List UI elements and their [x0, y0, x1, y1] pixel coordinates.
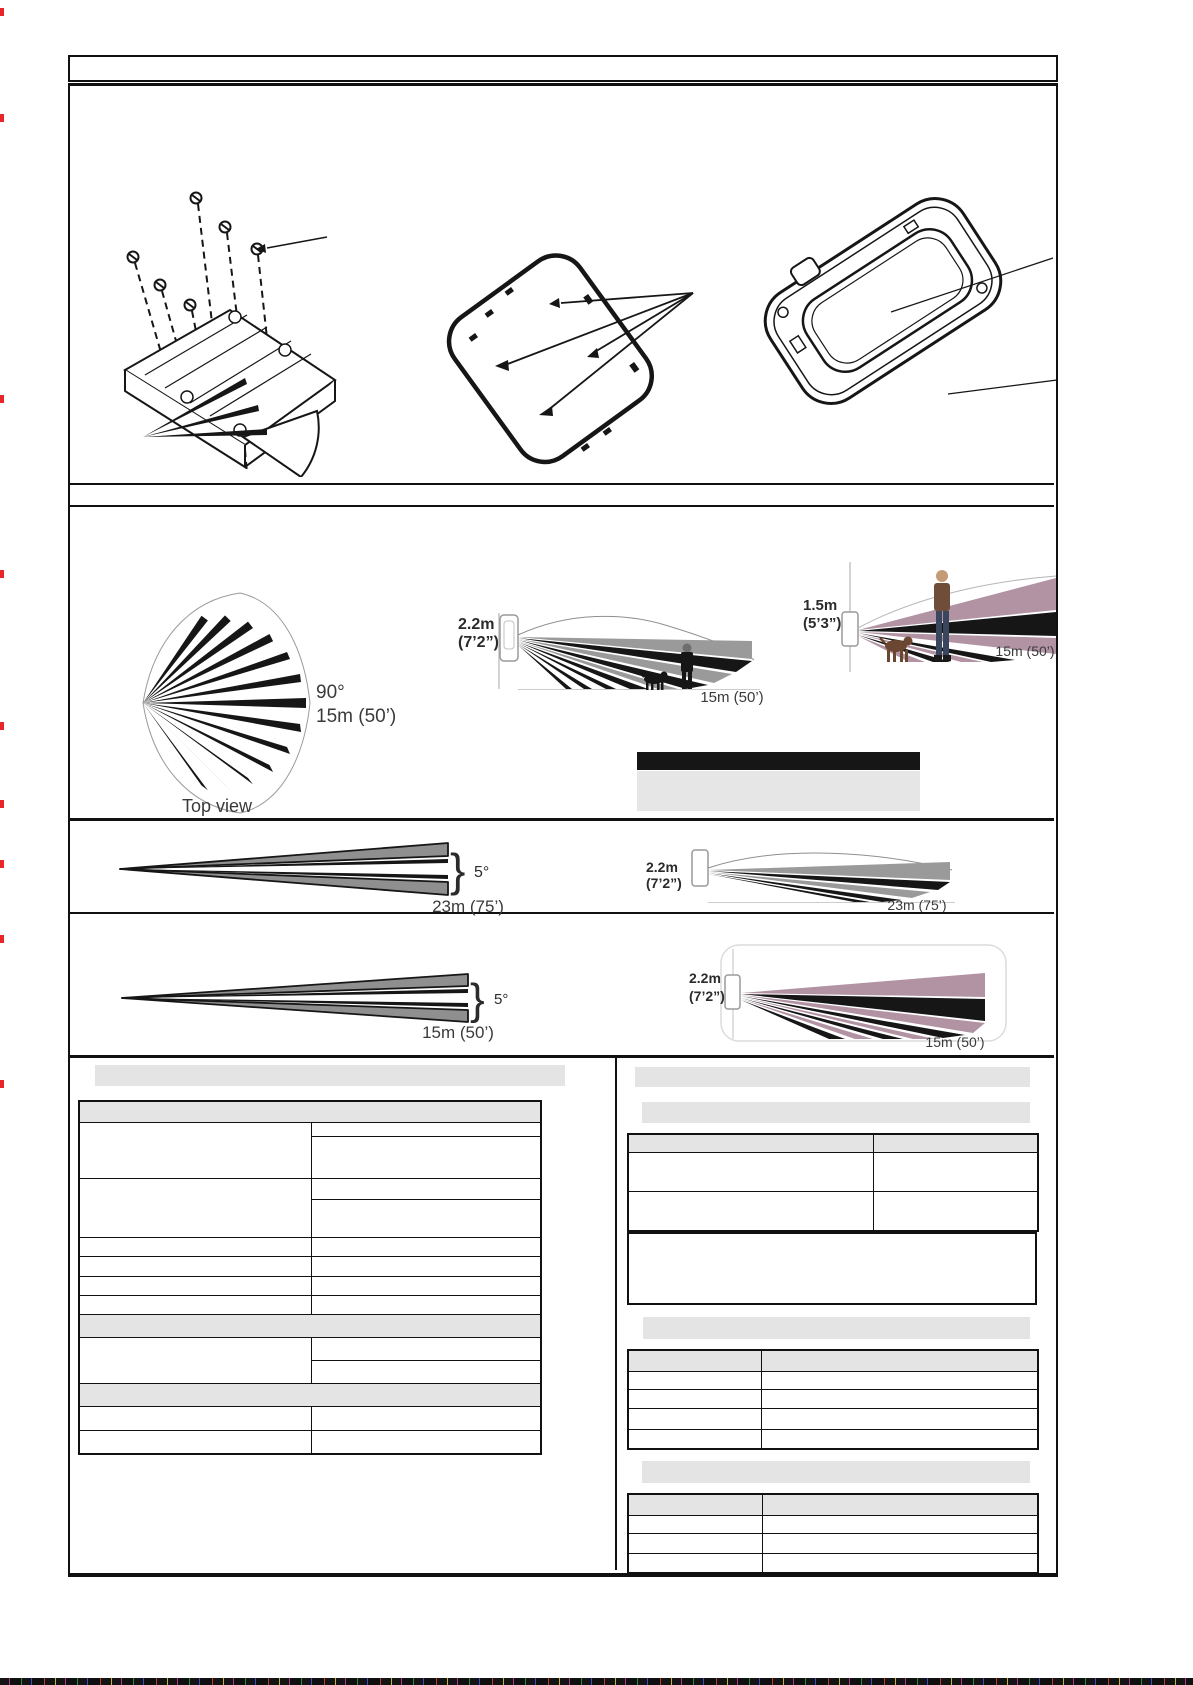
table-cell	[79, 1122, 311, 1178]
legend-bar-grey	[637, 771, 920, 811]
table-cell	[311, 1295, 541, 1314]
table-cell	[79, 1430, 311, 1454]
table-cell	[311, 1199, 541, 1237]
table-cell	[873, 1134, 1038, 1152]
table-cell	[79, 1337, 311, 1383]
table-cell	[628, 1429, 761, 1449]
creep-angle-label: 5°	[474, 864, 490, 881]
mount-height-label: (7’2”)	[458, 634, 499, 651]
page-header-bar	[68, 55, 1058, 82]
range-label: 23m (75’)	[887, 897, 947, 912]
table-cell	[311, 1430, 541, 1454]
detector-icon	[725, 975, 740, 1009]
table-cell	[761, 1408, 1038, 1429]
creep-zone-15m-pattern	[100, 930, 530, 1042]
table-cell	[311, 1178, 541, 1199]
table-cell	[79, 1256, 311, 1276]
spec-table-right-2	[627, 1349, 1039, 1450]
side-view-15m-pet	[745, 552, 1058, 682]
table-cell	[79, 1276, 311, 1295]
detector-icon	[692, 850, 708, 886]
note-box	[627, 1232, 1037, 1305]
table-cell	[79, 1237, 311, 1256]
mount-height-label: 2.2m	[458, 616, 495, 633]
spec-table-left	[78, 1100, 542, 1455]
table-cell	[761, 1429, 1038, 1449]
section-divider	[70, 505, 1054, 507]
section-divider	[70, 483, 1054, 485]
mount-height-label: 1.5m	[803, 597, 838, 614]
table-cell	[762, 1515, 1038, 1533]
side-view-23m-grey	[630, 822, 970, 912]
screw-icon	[128, 193, 263, 311]
table-cell	[628, 1515, 762, 1533]
table-cell	[628, 1350, 761, 1371]
creep-range-label: 23m (75’)	[432, 897, 504, 916]
scan-artifact-tick	[0, 800, 4, 808]
scan-artifact-tick	[0, 722, 4, 730]
table-cell	[311, 1337, 541, 1360]
scan-artifact-tick	[0, 1080, 4, 1088]
detection-beams	[708, 862, 950, 902]
section-divider	[70, 1055, 1054, 1058]
table-cell	[79, 1314, 541, 1337]
range-label: 15m (50’)	[700, 689, 764, 706]
top-view-caption: Top view	[182, 796, 253, 816]
detector-cover	[437, 245, 663, 474]
table-cell	[79, 1383, 541, 1406]
fan-range-label: 15m (50’)	[316, 706, 397, 727]
table-cell	[628, 1494, 762, 1515]
housing-diagram	[723, 166, 1063, 431]
cover-diagram	[435, 245, 740, 475]
table-cell	[311, 1122, 541, 1136]
table-cell	[311, 1256, 541, 1276]
table-cell	[311, 1360, 541, 1383]
table-cell	[762, 1533, 1038, 1553]
exploded-view-diagram	[95, 165, 455, 477]
table-cell	[628, 1371, 761, 1389]
table-cell	[628, 1152, 873, 1191]
brace-glyph: }	[450, 844, 466, 896]
table-cell	[628, 1191, 873, 1231]
right-section-title-bar	[635, 1067, 1030, 1087]
scan-artifact-tick	[0, 114, 4, 122]
table-cell	[628, 1553, 762, 1573]
mount-height-label: 2.2m	[646, 859, 678, 875]
mount-height-label: (5’3”)	[803, 615, 842, 632]
mount-height-label: (7’2”)	[646, 875, 682, 891]
right-subsection-title-bar	[642, 1461, 1030, 1483]
scan-artifact-tick	[0, 860, 4, 868]
spec-table-right-1	[627, 1133, 1039, 1232]
column-divider	[615, 1058, 617, 1570]
table-cell	[628, 1408, 761, 1429]
creep-range-label: 15m (50’)	[422, 1023, 494, 1042]
table-cell	[79, 1406, 311, 1430]
table-cell	[873, 1152, 1038, 1191]
detector-icon	[500, 615, 518, 661]
fan-angle-label: 90°	[316, 682, 345, 703]
table-cell	[628, 1533, 762, 1553]
detection-beams	[741, 973, 985, 1039]
table-cell	[762, 1553, 1038, 1573]
table-cell	[79, 1295, 311, 1314]
table-cell	[79, 1101, 541, 1122]
scan-noise-strip	[0, 1678, 1193, 1685]
legend-bar-black	[637, 752, 920, 770]
housing-base	[752, 186, 1014, 417]
range-label: 15m (50’)	[995, 643, 1055, 659]
left-section-title-bar	[95, 1065, 565, 1086]
side-view-15m-mauve	[655, 935, 1058, 1050]
range-label: 15m (50’)	[925, 1034, 985, 1050]
table-cell	[79, 1178, 311, 1237]
detection-beams	[143, 615, 306, 790]
spec-table-right-3	[627, 1493, 1039, 1574]
scan-artifact-tick	[0, 935, 4, 943]
table-cell	[628, 1134, 873, 1152]
callout-arrow	[267, 237, 327, 248]
table-cell	[628, 1389, 761, 1408]
creep-zone-23m-pattern	[100, 822, 530, 922]
right-subsection-title-bar	[642, 1102, 1030, 1123]
scan-artifact-tick	[0, 8, 4, 16]
table-cell	[761, 1350, 1038, 1371]
scan-artifact-tick	[0, 570, 4, 578]
table-cell	[311, 1136, 541, 1178]
table-cell	[311, 1406, 541, 1430]
right-subsection-title-bar	[643, 1317, 1030, 1339]
mount-height-label: 2.2m	[689, 970, 721, 986]
scan-artifact-tick	[0, 395, 4, 403]
table-cell	[311, 1276, 541, 1295]
table-cell	[762, 1494, 1038, 1515]
detector-icon	[842, 612, 858, 646]
table-cell	[311, 1237, 541, 1256]
brace-glyph: }	[470, 975, 485, 1024]
table-cell	[873, 1191, 1038, 1231]
detection-beams	[518, 637, 752, 689]
top-view-pattern	[105, 555, 405, 820]
table-cell	[761, 1389, 1038, 1408]
table-cell	[761, 1371, 1038, 1389]
mount-height-label: (7’2”)	[689, 988, 725, 1004]
creep-angle-label: 5°	[494, 991, 509, 1008]
